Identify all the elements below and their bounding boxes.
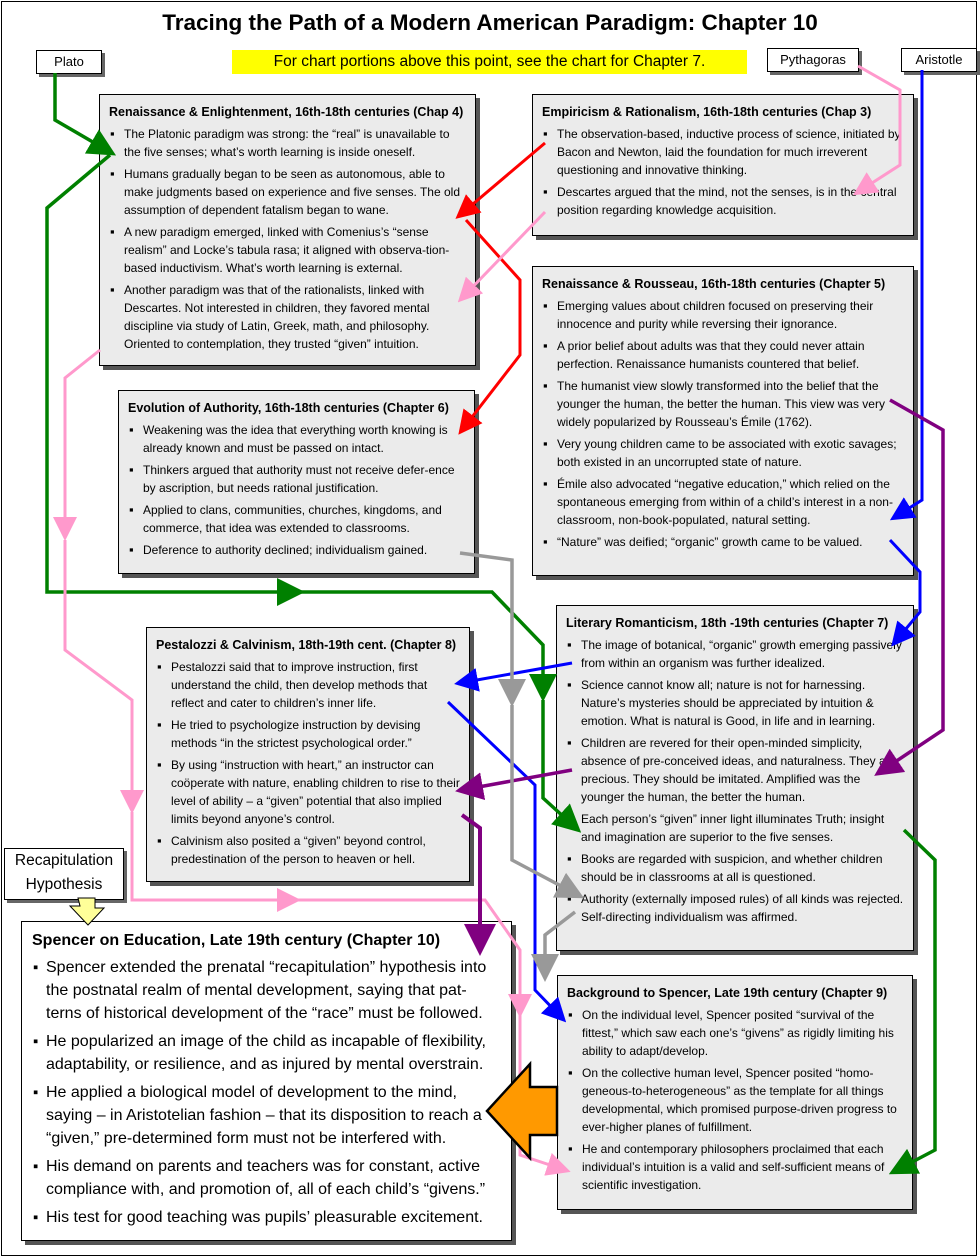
bullet-item: ▪ On the collective human level, Spencer posited “homo-geneous-to-heterogeneous” as the template for all things developmental, which promised purpose-driven progress to ever-higher planes of fulfillment.: [567, 1064, 903, 1136]
box-empiricism-rationalism: [532, 94, 914, 236]
tag-recapitulation: Recapitulation Hypothesis: [4, 848, 124, 900]
highlight-note: For chart portions above this point, see the chart for Chapter 7.: [232, 50, 747, 74]
bullet-item: ▪ A new paradigm emerged, linked with Comenius’s “sense realism” and Locke’s tabula rasa; it aligned with observa-tion-based inductivism. What’s worth learning is external.: [109, 223, 466, 277]
tag-aristotle: Aristotle: [901, 48, 977, 72]
box-title: Spencer on Education, Late 19th century (Chapter 10): [32, 932, 441, 949]
bullet-item: ▪ The observation-based, inductive process of science, initiated by Bacon and Newton, laid the foundation for much irreverent questioning and innovative thinking.: [542, 125, 904, 179]
bullet-list: [156, 658, 460, 868]
box-pestalozzi-calvinism: [146, 627, 470, 882]
bullet-item: ▪ Another paradigm was that of the rationalists, linked with Descartes. Not interested in children, they favored mental discipline via study of Latin, Greek, math, and philosophy. Oriented to contemplation, they trusted “given” intuition.: [109, 281, 466, 353]
box-background-spencer: [557, 975, 913, 1210]
bullet-item: ▪ His test for good teaching was pupils’ pleasurable excitement.: [32, 1206, 501, 1229]
box-title: Empiricism & Rationalism, 16th-18th centuries (Chap 3): [542, 105, 872, 119]
bullet-list: [567, 1006, 903, 1194]
bullet-item: ▪ Science cannot know all; nature is not for harnessing. Nature’s mysteries should be appreciated by intuition & emotion. What is natural is Good, in life and in learning.: [566, 676, 904, 730]
bullet-item: ▪ Émile also advocated “negative education,” which relied on the spontaneous emerging from within of a child’s interest in a non-classroom, non-book-populated, natural setting.: [542, 475, 904, 529]
tag-pythagoras: Pythagoras: [767, 48, 859, 72]
box-renaissance-enlightenment: [99, 94, 476, 366]
box-title: Background to Spencer, Late 19th century (Chapter 9): [567, 986, 888, 1000]
box-renaissance-rousseau: [532, 266, 914, 576]
bullet-item: ▪ The Platonic paradigm was strong: the “real” is unavailable to the five senses; what’s worth learning is inside oneself.: [109, 125, 466, 161]
tag-plato: Plato: [36, 50, 102, 74]
box-spencer-education: [21, 921, 512, 1241]
bullet-item: ▪ Very young children came to be associated with exotic savages; both existed in an uncorrupted state of nature.: [542, 435, 904, 471]
bullet-item: ▪ By using “instruction with heart,” an instructor can coöperate with nature, enabling children to rise to their level of ability – a “given” potential that also implied limits beyond anyone’s control.: [156, 756, 460, 828]
bullet-item: ▪ Descartes argued that the mind, not the senses, is in the central position regarding knowledge acquisition.: [542, 183, 904, 219]
bullet-list: [542, 125, 904, 219]
bullet-item: ▪ He applied a biological model of development to the mind, saying – in Aristotelian fashion – that its disposition to reach a “given,” pre-determined form must not be interfered with.: [32, 1081, 501, 1150]
bullet-item: ▪ He tried to psychologize instruction by devising methods “in the strictest psychological order.”: [156, 716, 460, 752]
bullet-item: ▪ Applied to clans, communities, churches, kingdoms, and commerce, that idea was extended to classrooms.: [128, 501, 465, 537]
bullet-list: [566, 636, 904, 926]
bullet-item: ▪ The humanist view slowly transformed into the belief that the younger the human, the better the human. This view was very widely popularized by Rousseau’s Émile (1762).: [542, 377, 904, 431]
bullet-item: ▪ Pestalozzi said that to improve instruction, first understand the child, then develop methods that reflect and cater to children’s inner life.: [156, 658, 460, 712]
bullet-item: ▪ Humans gradually began to be seen as autonomous, able to make judgments based on experience and five senses. The old assumption of dependent fatalism began to wane.: [109, 165, 466, 219]
bullet-list: [32, 956, 501, 1229]
box-title: Evolution of Authority, 16th-18th centuries (Chapter 6): [128, 401, 449, 415]
bullet-item: ▪ He and contemporary philosophers proclaimed that each individual’s intuition is a valid and self-sufficient means of scientific investigation.: [567, 1140, 903, 1194]
bullet-item: ▪ Calvinism also posited a “given” beyond control, predestination of the person to heaven or hell.: [156, 832, 460, 868]
bullet-item: ▪ Spencer extended the prenatal “recapitulation” hypothesis into the postnatal realm of mental development, saying that pat-terns of historical development of the “race” must be followed.: [32, 956, 501, 1025]
box-evolution-authority: [118, 390, 475, 574]
bullet-item: ▪ His demand on parents and teachers was for constant, active compliance with, and promotion of, all of each child’s “givens.”: [32, 1155, 501, 1201]
box-title: Pestalozzi & Calvinism, 18th-19th cent. (Chapter 8): [156, 638, 457, 652]
page-title: Tracing the Path of a Modern American Paradigm: Chapter 10: [162, 10, 818, 35]
bullet-list: [128, 421, 465, 559]
bullet-item: ▪ Deference to authority declined; individualism gained.: [128, 541, 465, 559]
box-title: Literary Romanticism, 18th -19th centuries (Chapter 7): [566, 616, 889, 630]
bullet-item: ▪ Authority (externally imposed rules) of all kinds was rejected. Self-directing individualism was affirmed.: [566, 890, 904, 926]
bullet-item: ▪ Thinkers argued that authority must not receive defer-ence by ascription, but needs rational justification.: [128, 461, 465, 497]
bullet-list: [109, 125, 466, 353]
bullet-item: ▪ He popularized an image of the child as incapable of flexibility, adaptability, or resilience, and as injured by mental overstrain.: [32, 1030, 501, 1076]
bullet-item: ▪ Emerging values about children focused on preserving their innocence and purity while reversing their ignorance.: [542, 297, 904, 333]
bullet-item: ▪ Weakening was the idea that everything worth knowing is already known and must be passed on intact.: [128, 421, 465, 457]
bullet-item: ▪ “Nature” was deified; “organic” growth came to be valued.: [542, 533, 904, 551]
box-literary-romanticism: [556, 605, 914, 951]
bullet-item: ▪ The image of botanical, “organic” growth emerging passively from within an organism was further idealized.: [566, 636, 904, 672]
box-title: Renaissance & Enlightenment, 16th-18th centuries (Chap 4): [109, 105, 464, 119]
bullet-item: ▪ Each person’s “given” inner light illuminates Truth; insight and imagination are superior to the five senses.: [566, 810, 904, 846]
bullet-item: ▪ Children are revered for their open-minded simplicity, absence of pre-conceived ideas, and naturalness. They are precious. They should be imitated. Amplified was the younger the human, the better the human.: [566, 734, 904, 806]
bullet-list: [542, 297, 904, 551]
bullet-item: ▪ Books are regarded with suspicion, and whether children should be in classrooms at all is questioned.: [566, 850, 904, 886]
bullet-item: ▪ On the individual level, Spencer posited “survival of the fittest,” which saw each one’s “givens” as rigidly limiting his ability to adapt/develop.: [567, 1006, 903, 1060]
box-title: Renaissance & Rousseau, 16th-18th centuries (Chapter 5): [542, 277, 886, 291]
bullet-item: ▪ A prior belief about adults was that they could never attain perfection. Renaissance humanists countered that belief.: [542, 337, 904, 373]
